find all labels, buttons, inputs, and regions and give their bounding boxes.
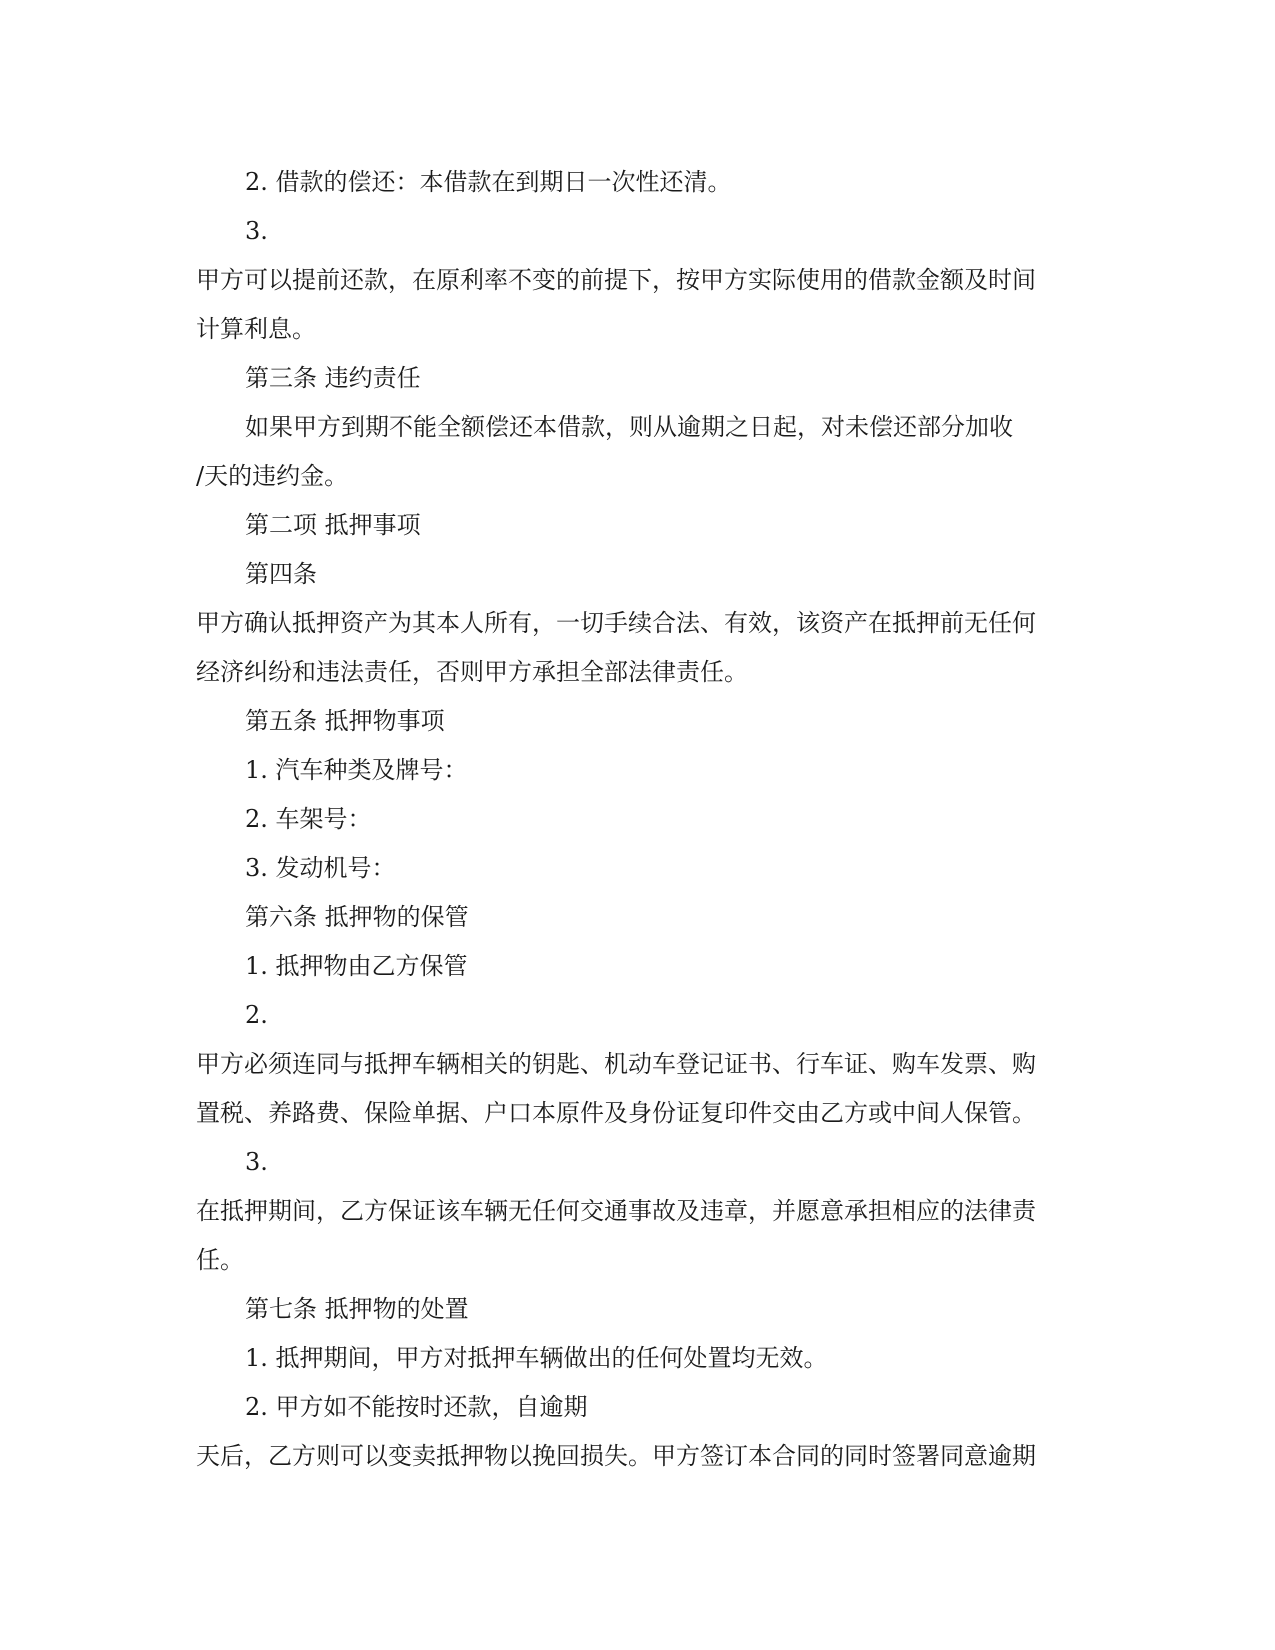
text-line: 3. <box>245 1148 268 1176</box>
text-line: 2. 车架号： <box>245 805 372 833</box>
text-line: 1. 抵押期间，甲方对抵押车辆做出的任何处置均无效。 <box>245 1344 828 1372</box>
text-line: 3. 发动机号： <box>245 854 396 882</box>
text-line: 2. 甲方如不能按时还款，自逾期 <box>245 1393 588 1421</box>
text-line: 任。 <box>196 1246 244 1274</box>
section-heading: 第三条 违约责任 <box>245 364 421 392</box>
text-line: 甲方必须连同与抵押车辆相关的钥匙、机动车登记证书、行车证、购车发票、购 <box>196 1050 1036 1078</box>
text-line: 在抵押期间，乙方保证该车辆无任何交通事故及违章，并愿意承担相应的法律责 <box>196 1197 1036 1225</box>
section-heading: 第七条 抵押物的处置 <box>245 1295 469 1323</box>
section-heading: 第五条 抵押物事项 <box>245 707 445 735</box>
text-line: /天的违约金。 <box>196 462 349 490</box>
contract-text <box>196 158 1076 1481</box>
text-line: 2. 借款的偿还：本借款在到期日一次性还清。 <box>245 168 732 196</box>
text-line: 天后，乙方则可以变卖抵押物以挽回损失。甲方签订本合同的同时签署同意逾期 <box>196 1442 1036 1470</box>
text-line: 计算利息。 <box>196 315 316 343</box>
text-line: 2. <box>245 1001 268 1029</box>
text-line: 1. 汽车种类及牌号： <box>245 756 468 784</box>
text-line: 1. 抵押物由乙方保管 <box>245 952 468 980</box>
text-line: 甲方确认抵押资产为其本人所有，一切手续合法、有效，该资产在抵押前无任何 <box>196 609 1036 637</box>
text-line: 甲方可以提前还款，在原利率不变的前提下，按甲方实际使用的借款金额及时间 <box>196 266 1036 294</box>
text-line: 经济纠纷和违法责任，否则甲方承担全部法律责任。 <box>196 658 748 686</box>
section-heading: 第四条 <box>245 560 317 588</box>
text-line: 置税、养路费、保险单据、户口本原件及身份证复印件交由乙方或中间人保管。 <box>196 1099 1036 1127</box>
text-line: 如果甲方到期不能全额偿还本借款，则从逾期之日起，对未偿还部分加收 <box>245 413 1013 441</box>
section-heading: 第二项 抵押事项 <box>245 511 421 539</box>
section-heading: 第六条 抵押物的保管 <box>245 903 469 931</box>
text-line: 3. <box>245 217 268 245</box>
